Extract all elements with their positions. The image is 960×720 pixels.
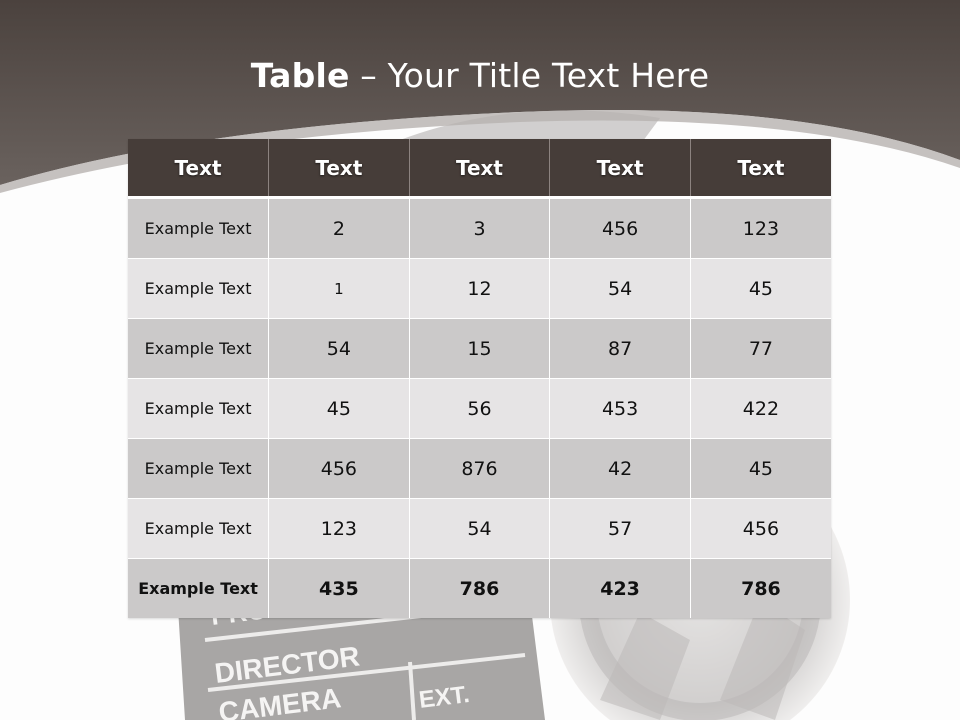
table-row — [128, 259, 831, 319]
column-header: Text — [269, 139, 410, 198]
table-cell: 45 — [690, 259, 831, 319]
table-row — [128, 499, 831, 559]
table-cell: 54 — [409, 499, 550, 559]
table-cell: 435 — [269, 559, 410, 619]
column-header: Text — [690, 139, 831, 198]
table-cell: 42 — [550, 439, 691, 499]
table-cell: 456 — [550, 198, 691, 259]
table-cell: 786 — [409, 559, 550, 619]
column-header: Text — [550, 139, 691, 198]
table-cell: 456 — [690, 499, 831, 559]
table-row — [128, 439, 831, 499]
table-cell: 2 — [269, 198, 410, 259]
column-header: Text — [409, 139, 550, 198]
table-cell: 45 — [690, 439, 831, 499]
table-cell: 45 — [269, 379, 410, 439]
data-table — [128, 139, 831, 618]
table-cell: 123 — [269, 499, 410, 559]
table-cell: 422 — [690, 379, 831, 439]
table-cell: 456 — [269, 439, 410, 499]
column-header: Text — [128, 139, 269, 198]
row-label: Example Text — [128, 499, 269, 559]
table-cell: 12 — [409, 259, 550, 319]
table-cell: 15 — [409, 319, 550, 379]
table-cell: 3 — [409, 198, 550, 259]
table-cell: 57 — [550, 499, 691, 559]
table-cell: 423 — [550, 559, 691, 619]
table-cell: 54 — [269, 319, 410, 379]
table-header-row — [128, 139, 831, 198]
table-cell: 77 — [690, 319, 831, 379]
row-label: Example Text — [128, 198, 269, 259]
table-cell: 56 — [409, 379, 550, 439]
table-cell: 453 — [550, 379, 691, 439]
row-label: Example Text — [128, 439, 269, 499]
row-label: Example Text — [128, 319, 269, 379]
row-label: Example Text — [128, 559, 269, 619]
slide-title-bold: Table — [250, 56, 350, 95]
table-row — [128, 319, 831, 379]
table-row — [128, 198, 831, 259]
row-label: Example Text — [128, 259, 269, 319]
row-label: Example Text — [128, 379, 269, 439]
table-cell: 1 — [269, 259, 410, 319]
slide-title-rest: – Your Title Text Here — [349, 56, 710, 95]
table-total-row — [128, 559, 831, 619]
table-cell: 876 — [409, 439, 550, 499]
table-cell: 786 — [690, 559, 831, 619]
table-cell: 54 — [550, 259, 691, 319]
table-row — [128, 379, 831, 439]
slide-title — [0, 54, 960, 98]
table-cell: 123 — [690, 198, 831, 259]
table-cell: 87 — [550, 319, 691, 379]
